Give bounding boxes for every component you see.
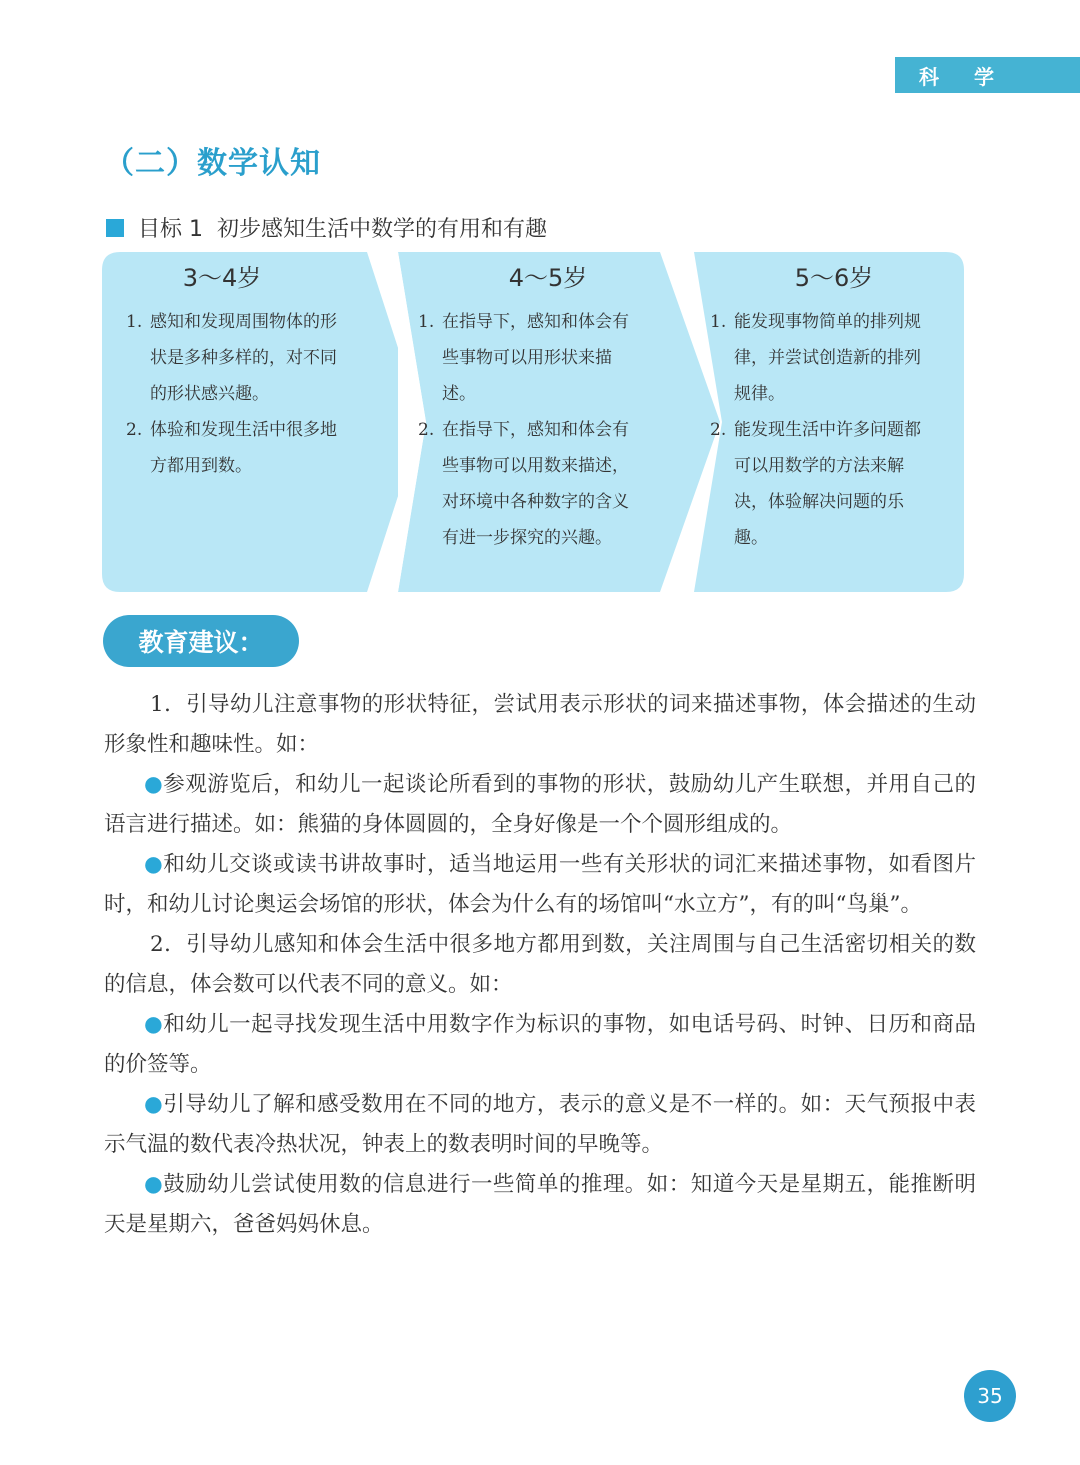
- bullet-dot-icon: ●: [144, 1012, 164, 1037]
- stage-age: 5～6岁: [794, 264, 874, 292]
- bullet-paragraph: [104, 765, 976, 845]
- stage-box-5-6: [694, 252, 964, 592]
- goal-text: 初步感知生活中数学的有用和有趣: [217, 217, 548, 242]
- stage-age: 4～5岁: [508, 264, 588, 292]
- goal-label: 目标 1: [138, 217, 203, 242]
- item-number: 1.: [126, 312, 143, 332]
- item-text: 能发现生活中许多问题都可以用数学的方法来解决，体验解决问题的乐趣。: [734, 420, 921, 548]
- stage-box-4-5: [398, 252, 720, 592]
- stage-items: [418, 304, 640, 556]
- list-item: [710, 412, 932, 556]
- stage-items: [710, 304, 932, 556]
- stage-items: [126, 304, 348, 484]
- item-text: 能发现事物简单的排列规律，并尝试创造新的排列规律。: [734, 312, 921, 404]
- square-bullet-icon: [106, 219, 124, 237]
- bullet-dot-icon: ●: [144, 772, 164, 797]
- paragraph: 1．引导幼儿注意事物的形状特征，尝试用表示形状的词来描述事物，体会描述的生动形象性和趣味性。如：: [104, 692, 976, 757]
- item-text: 在指导下，感知和体会有些事物可以用数来描述，对环境中各种数字的含义有进一步探究的兴趣。: [442, 420, 629, 548]
- bullet-dot-icon: ●: [144, 852, 164, 877]
- page-number: 35: [964, 1370, 1016, 1422]
- goal-heading: [106, 212, 547, 243]
- bullet-paragraph: [104, 845, 976, 925]
- bullet-paragraph: [104, 1165, 976, 1245]
- paragraph: 2．引导幼儿感知和体会生活中很多地方都用到数，关注周围与自己生活密切相关的数的信息，体会数可以代表不同的意义。如：: [104, 932, 976, 997]
- item-number: 1.: [710, 312, 727, 332]
- list-item: [418, 412, 640, 556]
- item-text: 在指导下，感知和体会有些事物可以用形状来描述。: [442, 312, 629, 404]
- chapter-tab: 科 学: [895, 57, 1080, 93]
- item-number: 1.: [418, 312, 435, 332]
- bullet-text: 和幼儿交谈或读书讲故事时，适当地运用一些有关形状的词汇来描述事物，如看图片时，和幼儿讨论奥运会场馆的形状，体会为什么有的场馆叫“水立方”，有的叫“鸟巢”。: [104, 852, 976, 917]
- list-item: [126, 412, 348, 484]
- bullet-text: 鼓励幼儿尝试使用数的信息进行一些简单的推理。如：知道今天是星期五，能推断明天是星期六，爸爸妈妈休息。: [104, 1172, 976, 1237]
- stage-age: 3～4岁: [182, 264, 262, 292]
- bullet-text: 参观游览后，和幼儿一起谈论所看到的事物的形状，鼓励幼儿产生联想，并用自己的语言进行描述。如：熊猫的身体圆圆的，全身好像是一个个圆形组成的。: [104, 772, 976, 837]
- bullet-dot-icon: ●: [144, 1092, 164, 1117]
- bullet-dot-icon: ●: [144, 1172, 164, 1197]
- item-text: 感知和发现周围物体的形状是多种多样的，对不同的形状感兴趣。: [150, 312, 337, 404]
- bullet-paragraph: [104, 1005, 976, 1085]
- bullet-paragraph: [104, 1085, 976, 1165]
- advice-heading: 教育建议：: [103, 615, 299, 667]
- section-title: （二）数学认知: [104, 146, 321, 181]
- list-item: [418, 304, 640, 412]
- bullet-text: 引导幼儿了解和感受数用在不同的地方，表示的意义是不一样的。如：天气预报中表示气温的数代表冷热状况，钟表上的数表明时间的早晚等。: [104, 1092, 976, 1157]
- list-item: [126, 304, 348, 412]
- stage-box-3-4: [102, 252, 422, 592]
- item-number: 2.: [126, 420, 143, 440]
- item-number: 2.: [710, 420, 727, 440]
- item-text: 体验和发现生活中很多地方都用到数。: [150, 420, 337, 476]
- item-number: 2.: [418, 420, 435, 440]
- advice-body: [104, 685, 976, 1245]
- list-item: [710, 304, 932, 412]
- bullet-text: 和幼儿一起寻找发现生活中用数字作为标识的事物，如电话号码、时钟、日历和商品的价签等。: [104, 1012, 976, 1077]
